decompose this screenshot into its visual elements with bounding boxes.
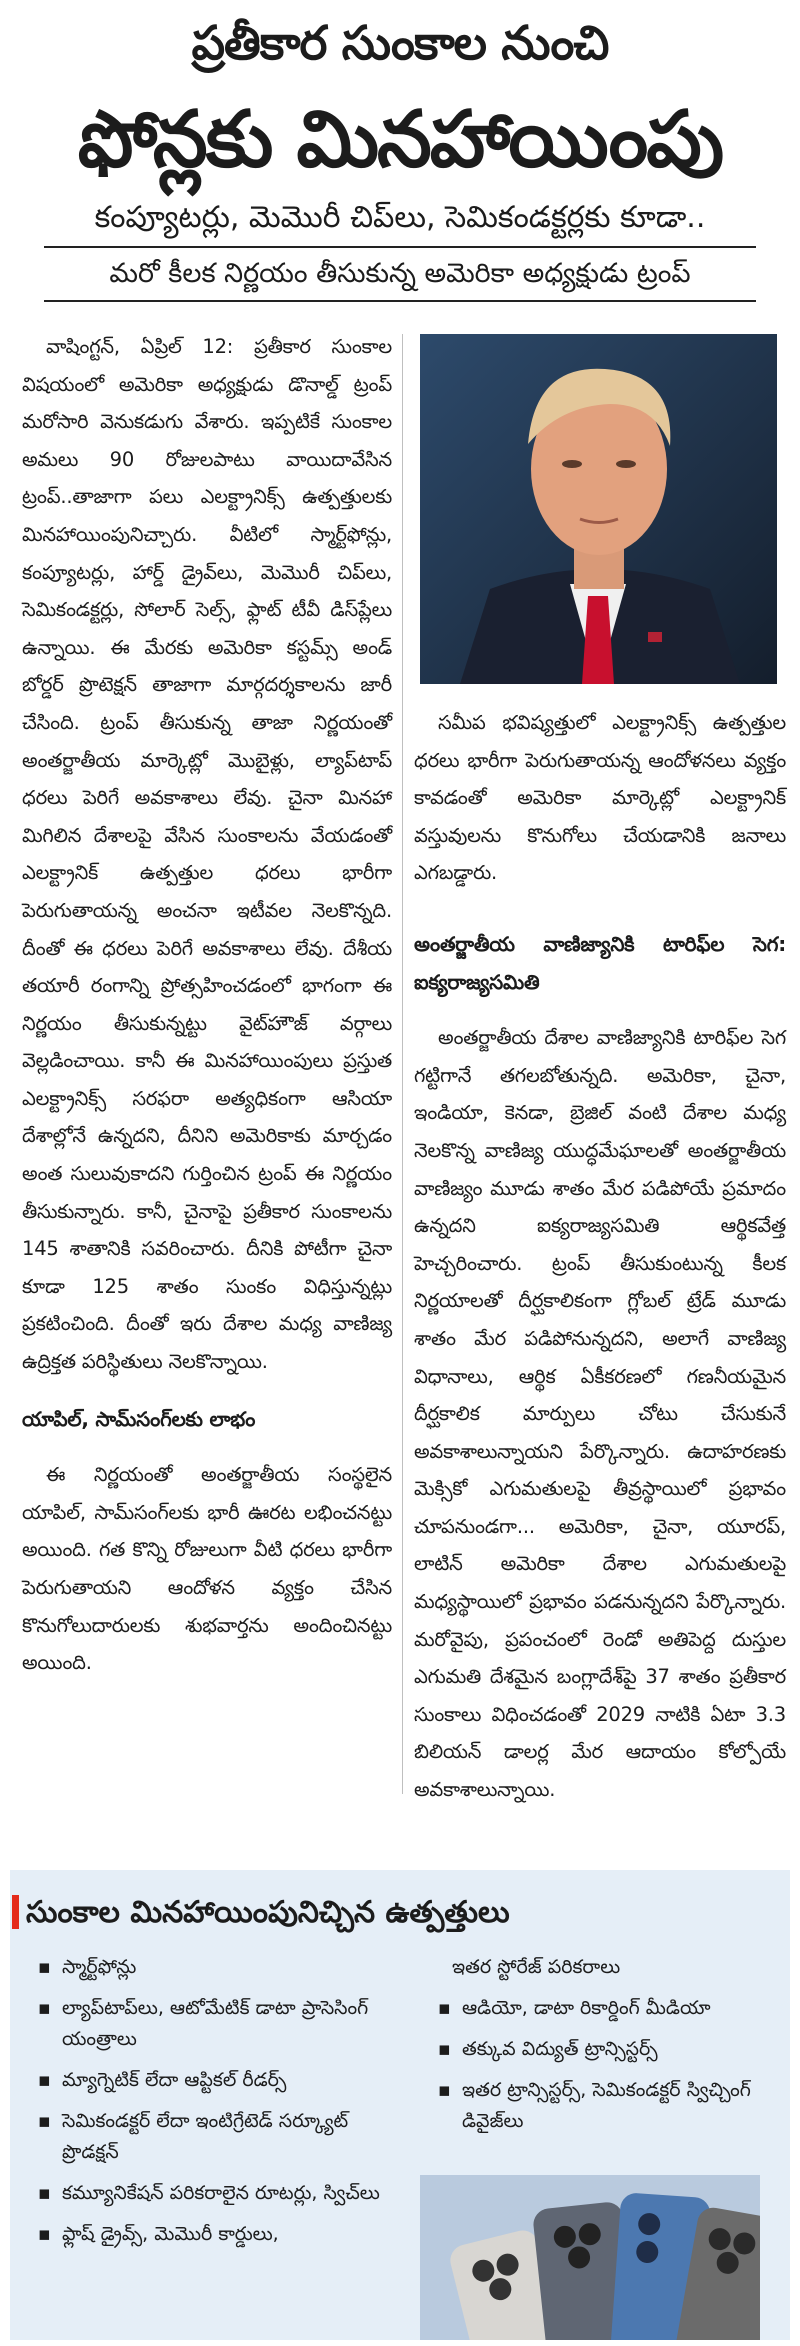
headline-main: ఫోన్లకు మినహాయింపు <box>77 95 723 185</box>
product-item: ▪ ఫ్లాష్ డ్రైవ్స్, మెమొరీ కార్డులు, <box>38 2223 279 2245</box>
trump-photo <box>420 334 777 684</box>
product-item: ▪ మ్యాగ్నెటిక్ లేదా ఆప్టికల్ రీడర్స్ <box>38 2069 287 2091</box>
product-item: ▪ ఆడియో, డాటా రికార్డింగ్ మీడియా <box>438 1997 711 2019</box>
left-column <box>22 328 392 1682</box>
product-item: ▪ ల్యాప్‌టాప్‌లు, ఆటోమేటిక్ డాటా ప్రాసెసింగ్ యంత్రాలు <box>38 1997 369 2050</box>
right-column <box>414 704 786 1809</box>
phones-photo <box>420 2175 760 2340</box>
left-paragraph-1: వాషింగ్టన్, ఏప్రిల్ 12: ప్రతీకార సుంకాల విషయంలో అమెరికా అధ్యక్షుడు డొనాల్డ్ ట్రంప్ మరోసారి వెనుకడుగు వేశారు. ఇప్పటికే సుంకాల అమలు 90 రోజులపాటు వాయిదావేసిన ట్రంప్..తాజాగా పలు ఎలక్ట్రానిక్స్ ఉత్పత్తులకు మినహాయింపునిచ్చారు. వీటిలో స్మార్ట్‌ఫోన్లు, కంప్యూటర్లు, హార్డ్ డ్రైవ్‌లు, మెమొరీ చిప్‌లు, సెమికండక్టర్లు, సోలార్ సెల్స్, ఫ్లాట్ టీవీ డిస్‌ప్లేలు ఉన్నాయి. ఈ మేరకు అమెరికా కస్టమ్స్ అండ్ బోర్డర్ ప్రొటెక్షన్ తాజాగా మార్గదర్శకాలను జారీ చేసింది. ట్రంప్ తీసుకున్న తాజా నిర్ణయంతో అంతర్జాతీయ మార్కెట్లో మొబైళ్లు, ల్యాప్‌టాప్ ధరలు పెరిగే అవకాశాలు లేవు. చైనా మినహా మిగిలిన దేశాలపై వేసిన సుంకాలను వేయడంతో ఎలక్ట్రానిక్ ఉత్పత్తుల ధరలు భారీగా పెరుగుతాయన్న అంచనా ఇటీవల నెలకొన్నది. దీంతో ఈ ధరలు పెరిగే అవకాశాలు లేవు. దేశీయ తయారీ రంగాన్ని ప్రోత్సహించడంలో భాగంగా ఈ నిర్ణయం తీసుకున్నట్టు వైట్‌హౌజ్ వర్గాలు వెల్లడించాయి. కానీ ఈ మినహాయింపులు ప్రస్తుత ఎలక్ట్రానిక్స్ సరఫరా అత్యధికంగా ఆసియా దేశాల్లోనే ఉన్నదని, దీనిని అమెరికాకు మార్చడం అంత సులువుకాదని గుర్తించిన ట్రంప్ ఈ నిర్ణయం తీసుకున్నారు. కానీ, చైనాపై ప్రతీకార సుంకాలను 145 శాతానికి సవరించారు. దీనికి పోటీగా చైనా కూడా 125 శాతం సుంకం విధిస్తున్నట్లు ప్రకటించింది. దీంతో ఇరు దేశాల మధ్య వాణిజ్య ఉద్రిక్తత పరిస్థితులు నెలకొన్నాయి. <box>22 335 392 1374</box>
product-item: ▪ తక్కువ విద్యుత్ ట్రాన్సిస్టర్స్ <box>438 2038 658 2060</box>
product-item: ఇతర స్టోరేజ్ పరికరాలు <box>452 1956 621 1978</box>
box-title: సుంకాల మినహాయింపునిచ్చిన ఉత్పత్తులు <box>26 1895 510 1930</box>
right-paragraph-2: అంతర్జాతీయ దేశాల వాణిజ్యానికి టారిఫ్‌ల సెగ గట్టిగానే తగలబోతున్నది. అమెరికా, చైనా, ఇండియా, కెనడా, బ్రెజిల్ వంటి దేశాల మధ్య నెలకొన్న వాణిజ్య యుద్ధమేఘాలతో అంతర్జాతీయ వాణిజ్యం మూడు శాతం మేర పడిపోయే ప్రమాదం ఉన్నదని ఐక్యరాజ్యసమితి ఆర్థికవేత్త హెచ్చరించారు. ట్రంప్ తీసుకుంటున్న కీలక నిర్ణయాలతో దీర్ఘకాలికంగా గ్లోబల్ ట్రేడ్ మూడు శాతం మేర పడిపోనున్నదని, అలాగే వాణిజ్య విధానాలు, ఆర్థిక ఏకీకరణలో గణనీయమైన దీర్ఘకాలిక మార్పులు చోటు చేసుకునే అవకాశాలున్నాయని పేర్కొన్నారు. ఉదాహరణకు మెక్సికో ఎగుమతులపై తీవ్రస్థాయిలో ప్రభావం చూపనుండగా... అమెరికా, చైనా, యూరప్, లాటిన్ అమెరికా దేశాల ఎగుమతులపై మధ్యస్థాయిలో ప్రభావం పడనున్నదని పేర్కొన్నారు. మరోవైపు, ప్రపంచంలో రెండో అతిపెద్ద దుస్తుల ఎగుమతి దేశమైన బంగ్లాదేశ్‌పై 37 శాతం ప్రతీకార సుంకాలు విధించడంతో 2029 నాటికి ఏటా 3.3 బిలియన్ డాలర్ల మేర ఆదాయం కోల్పోయే అవకాశాలున్నాయి. <box>414 1026 786 1802</box>
divider-top <box>44 246 756 248</box>
headline-top: ప్రతీకార సుంకాల నుంచి <box>191 16 609 71</box>
box-title-marker <box>12 1895 19 1929</box>
right-paragraph-1: సమీప భవిష్యత్తులో ఎలక్ట్రానిక్స్ ఉత్పత్తుల ధరలు భారీగా పెరుగుతాయన్న ఆందోళనలు వ్యక్తం కావడంతో అమెరికా మార్కెట్లో ఎలక్ట్రానిక్ వస్తువులను కొనుగోలు చేయడానికి జనాలు ఎగబడ్డారు. <box>414 711 786 885</box>
products-list-left <box>30 1952 410 2260</box>
product-item: ▪ సెమికండక్టర్ లేదా ఇంటిగ్రేటెడ్ సర్క్యూట్ ప్రొడక్షన్ <box>38 2110 349 2163</box>
divider-bottom <box>44 300 756 302</box>
left-paragraph-2: ఈ నిర్ణయంతో అంతర్జాతీయ సంస్థలైన యాపిల్, సామ్‌సంగ్‌లకు భారీ ఊరట లభించనట్టు అయింది. గత కొన్ని రోజులుగా వీటి ధరలు భారీగా పెరుగుతాయని ఆందోళన వ్యక్తం చేసిన కొనుగోలుదారులకు శుభవార్తను అందించినట్టు అయింది. <box>22 1463 392 1675</box>
products-list-right <box>430 1952 780 2147</box>
left-subhead: యాపిల్, సామ్‌సంగ్‌లకు లాభం <box>22 1406 256 1431</box>
product-item: ▪ స్మార్ట్‌ఫోన్లు <box>38 1956 137 1978</box>
column-divider <box>402 334 403 1794</box>
subheadline: కంప్యూటర్లు, మెమొరీ చిప్‌లు, సెమికండక్టర్లకు కూడా.. <box>94 200 706 235</box>
right-subhead: అంతర్జాతీయ వాణిజ్యానికి టారిఫ్‌ల సెగ: ఐక్యరాజ్యసమితి <box>414 931 786 994</box>
product-item: ▪ ఇతర ట్రాన్సిస్టర్స్, సెమికండక్టర్ స్విచ్చింగ్ డివైజ్‌లు <box>438 2079 751 2132</box>
kicker: మరో కీలక నిర్ణయం తీసుకున్న అమెరికా అధ్యక్షుడు ట్రంప్ <box>109 258 691 289</box>
product-item: ▪ కమ్యూనికేషన్ పరికరాలైన రూటర్లు, స్విచ్‌లు <box>38 2182 380 2204</box>
